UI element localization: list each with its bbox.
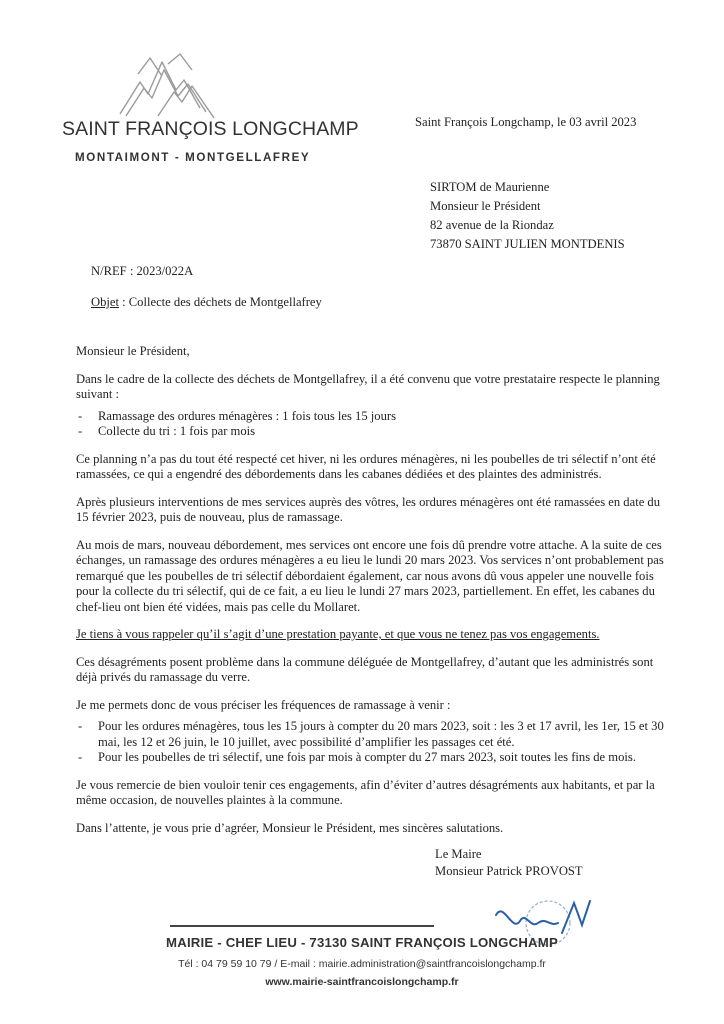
recipient-line: 73870 SAINT JULIEN MONTDENIS (430, 237, 625, 251)
closing: Dans l’attente, je vous prie d’agréer, Monsieur le Président, mes sincères salutations. (76, 820, 504, 835)
list-item: - Ramassage des ordures ménagères : 1 fois tous les 15 jours (76, 409, 666, 425)
reference: N/REF : 2023/022A (91, 264, 194, 278)
commune-subtitle: MONTAIMONT - MONTGELLAFREY (75, 151, 311, 164)
recipient-line: Monsieur le Président (430, 199, 541, 213)
list-item: - Pour les poubelles de tri sélectif, une fois par mois à compter du 27 mars 2023, soit toutes les fins de mois. (76, 750, 666, 766)
paragraph: Je me permets donc de vous préciser les fréquences de ramassage à venir : (76, 697, 451, 712)
paragraph-emphasis: Je tiens à vous rappeler qu’il s’agit d’une prestation payante, et que vous ne tenez pas vos engagements. (76, 627, 600, 641)
recipient-line: 82 avenue de la Riondaz (430, 218, 554, 232)
signatory-name: Monsieur Patrick PROVOST (435, 864, 583, 878)
subject-label: Objet (91, 295, 119, 309)
greeting: Monsieur le Président, (76, 344, 190, 358)
letter-body (76, 344, 666, 848)
paragraph: Au mois de mars, nouveau débordement, mes services ont encore une fois dû prendre votre attache. A la suite de ces échanges, un ramassage des ordures ménagères a eu lieu le lundi 20 mars 2023. Vos services n’ont probablement pas remarqué que les poubelles de tri sélectif débordaient également, car nous avons dû vous appeler une nouvelle fois pour la collecte du tri sélectif, qui de ce fait, a eu lieu le lundi 27 mars 2023, partiellement. En effet, les cabanes du chef-lieu ont bien été vidées, mais pas celle du Mollaret. (76, 537, 664, 614)
signatory-title: Le Maire (435, 847, 482, 861)
subject-line (91, 295, 322, 311)
footer-website: www.mairie-saintfrancoislongchamp.fr (265, 976, 459, 988)
paragraph: Je vous remercie de bien vouloir tenir ces engagements, afin d’éviter d’autres désagréments aux habitants, et par la même occasion, de nouvelles plaintes à la commune. (76, 777, 655, 807)
planning-list (76, 409, 666, 440)
commune-name: SAINT FRANÇOIS LONGCHAMP (62, 118, 359, 140)
recipient-address (430, 178, 625, 254)
subject-text: : Collecte des déchets de Montgellafrey (118, 295, 322, 309)
paragraph: Après plusieurs interventions de mes services auprès des vôtres, les ordures ménagères ont été ramassées en date du 15 février 2023, puis de nouveau, plus de ramassage. (76, 494, 661, 524)
footer-address: MAIRIE - CHEF LIEU - 73130 SAINT FRANÇOIS LONGCHAMP (166, 935, 558, 950)
paragraph: Ces désagréments posent problème dans la commune déléguée de Montgellafrey, d’autant que les administrés sont déjà privés du ramassage du verre. (76, 654, 654, 684)
recipient-line: SIRTOM de Maurienne (430, 180, 550, 194)
signature-block (435, 846, 583, 880)
mountain-logo-icon (118, 52, 228, 122)
footer-divider (170, 925, 434, 927)
list-item: - Pour les ordures ménagères, tous les 15 jours à compter du 20 mars 2023, soit : les 3 et 17 avril, les 1er, 15 et 30 mai, les 12 et 26 juin, le 10 juillet, avec possibilité d’amplifier les passages cet été. (76, 719, 666, 750)
frequency-list (76, 719, 666, 766)
paragraph: Dans le cadre de la collecte des déchets de Montgellafrey, il a été convenu que votre prestataire respecte le planning suivant : (76, 371, 660, 401)
paragraph: Ce planning n’a pas du tout été respecté cet hiver, ni les ordures ménagères, ni les poubelles de tri sélectif n’ont été ramassées, ce qui a engendré des débordements dans les cabanes dédiées et des plaintes des administrés. (76, 451, 656, 481)
footer-contact: Tél : 04 79 59 10 79 / E-mail : mairie.administration@saintfrancoislongchamp.fr (178, 958, 546, 970)
list-item: - Collecte du tri : 1 fois par mois (76, 424, 666, 440)
place-date: Saint François Longchamp, le 03 avril 2023 (415, 115, 637, 129)
